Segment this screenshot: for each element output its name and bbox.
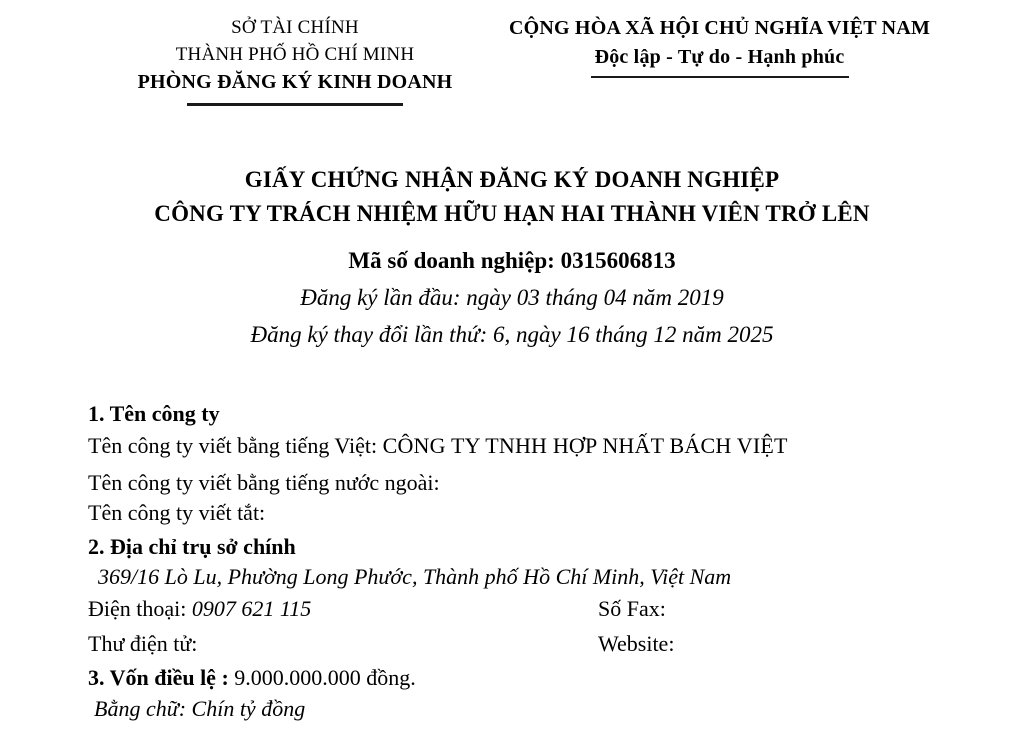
enterprise-code: Mã số doanh nghiệp: 0315606813 <box>348 248 676 273</box>
charter-capital-value: 9.000.000.000 đồng. <box>234 665 416 690</box>
company-name-vietnamese-value: CÔNG TY TNHH HỢP NHẤT BÁCH VIỆT <box>382 433 788 458</box>
email-website-row <box>88 626 974 662</box>
charter-capital-label: 3. Vốn điều lệ : <box>88 665 235 690</box>
national-motto: Độc lập - Tự do - Hạnh phúc <box>594 46 845 68</box>
company-name-foreign-line: Tên công ty viết bằng tiếng nước ngoài: <box>88 470 440 495</box>
section1-heading: 1. Tên công ty <box>88 401 220 426</box>
certificate-title-block <box>0 164 1024 350</box>
certificate-title: GIẤY CHỨNG NHẬN ĐĂNG KÝ DOANH NGHIỆP <box>244 167 780 192</box>
email-label: Thư điện tử: <box>88 631 198 656</box>
motto-underline <box>591 76 849 78</box>
certificate-body <box>0 398 1024 724</box>
agency-parent-line2: THÀNH PHỐ HỒ CHÍ MINH <box>175 44 415 65</box>
company-name-vietnamese-label: Tên công ty viết bằng tiếng Việt: <box>88 433 383 458</box>
issuing-agency-block <box>110 14 480 106</box>
agency-underline <box>187 103 403 106</box>
national-title: CỘNG HÒA XÃ HỘI CHỦ NGHĨA VIỆT NAM <box>508 17 931 39</box>
head-office-address: 369/16 Lò Lu, Phường Long Phước, Thành phố Hồ Chí Minh, Việt Nam <box>98 564 732 589</box>
document-header <box>0 14 1024 106</box>
capital-in-words-value: Chín tỷ đồng <box>191 696 306 721</box>
phone-line <box>88 592 598 626</box>
charter-capital-line <box>88 662 974 694</box>
certificate-subtitle: CÔNG TY TRÁCH NHIỆM HỮU HẠN HAI THÀNH VIÊN TRỞ LÊN <box>154 201 870 226</box>
company-name-vietnamese-line <box>88 430 974 462</box>
agency-office-name: PHÒNG ĐĂNG KÝ KINH DOANH <box>137 71 453 93</box>
change-registration-date: Đăng ký thay đổi lần thứ: 6, ngày 16 tháng 12 năm 2025 <box>250 322 774 347</box>
fax-label: Số Fax: <box>598 596 666 621</box>
first-registration-date: Đăng ký lần đầu: ngày 03 tháng 04 năm 2019 <box>300 285 724 310</box>
phone-label: Điện thoại: <box>88 596 192 621</box>
capital-in-words-line <box>88 694 974 724</box>
section2-heading: 2. Địa chỉ trụ sở chính <box>88 534 296 559</box>
phone-fax-row <box>88 592 974 626</box>
website-label: Website: <box>598 631 675 656</box>
phone-value: 0907 621 115 <box>191 596 312 621</box>
national-header-block <box>487 14 952 106</box>
agency-parent-line1: SỞ TÀI CHÍNH <box>231 17 359 38</box>
company-name-short-line: Tên công ty viết tắt: <box>88 500 266 525</box>
capital-in-words-label: Bằng chữ: <box>94 696 192 721</box>
